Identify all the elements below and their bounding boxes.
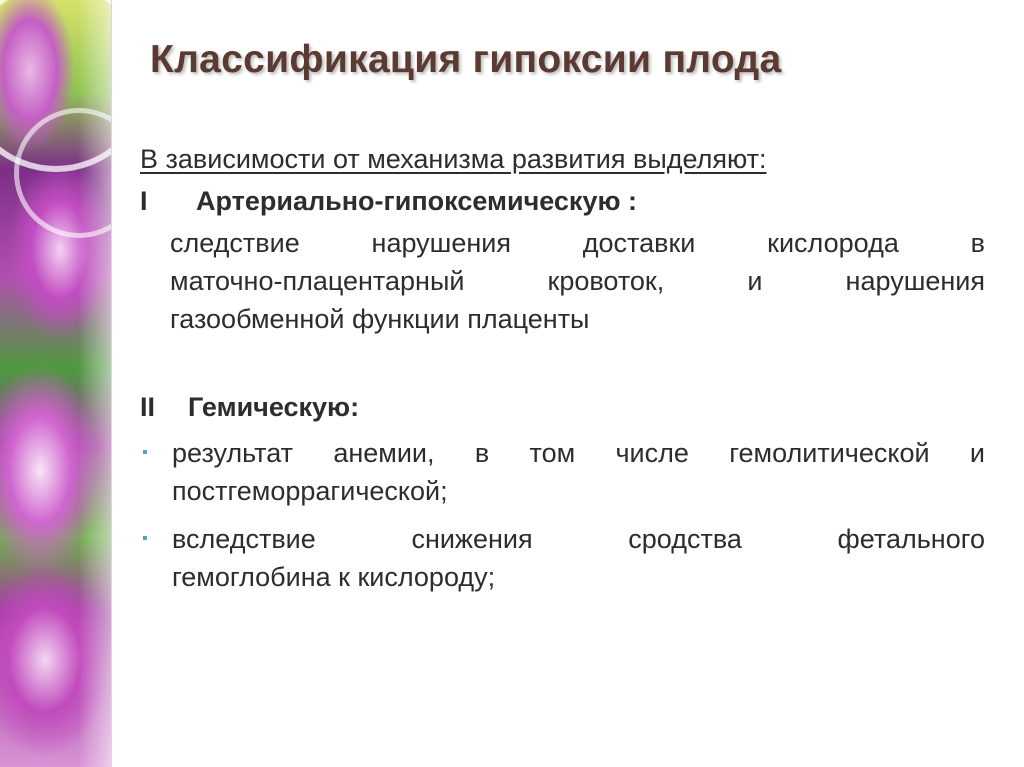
desc-line: следствие нарушения доставки кислорода в	[170, 228, 985, 258]
bullet-icon: ▪	[142, 530, 148, 547]
section1-description	[140, 224, 985, 338]
bullet-line: вследствие снижения сродства фетального	[172, 524, 985, 554]
section1-title: Артериально-гипоксемическую :	[196, 186, 638, 216]
floral-decoration	[0, 0, 112, 767]
section2-numeral: II	[140, 392, 156, 422]
list-item	[140, 434, 985, 510]
decoration-fade	[78, 0, 112, 767]
slide-title: Классификация гипоксии плода	[150, 38, 782, 81]
section1-heading	[140, 182, 985, 220]
divider	[111, 0, 112, 767]
bullet-line: постгеморрагической;	[172, 476, 448, 506]
bullet-line: результат анемии, в том числе гемолитической и	[172, 438, 985, 468]
desc-line: маточно-плацентарный кровоток, и нарушения	[170, 266, 985, 296]
section2-heading	[140, 388, 985, 426]
bullet-line: гемоглобина к кислороду;	[172, 562, 496, 592]
list-item	[140, 520, 985, 596]
slide-content	[140, 140, 985, 596]
section2-title: Гемическую:	[188, 392, 360, 422]
section1-numeral: I	[140, 186, 148, 216]
bullet-icon: ▪	[142, 444, 148, 461]
intro-text: В зависимости от механизма развития выделяют:	[140, 144, 767, 174]
desc-line: газообменной функции плаценты	[170, 304, 590, 334]
